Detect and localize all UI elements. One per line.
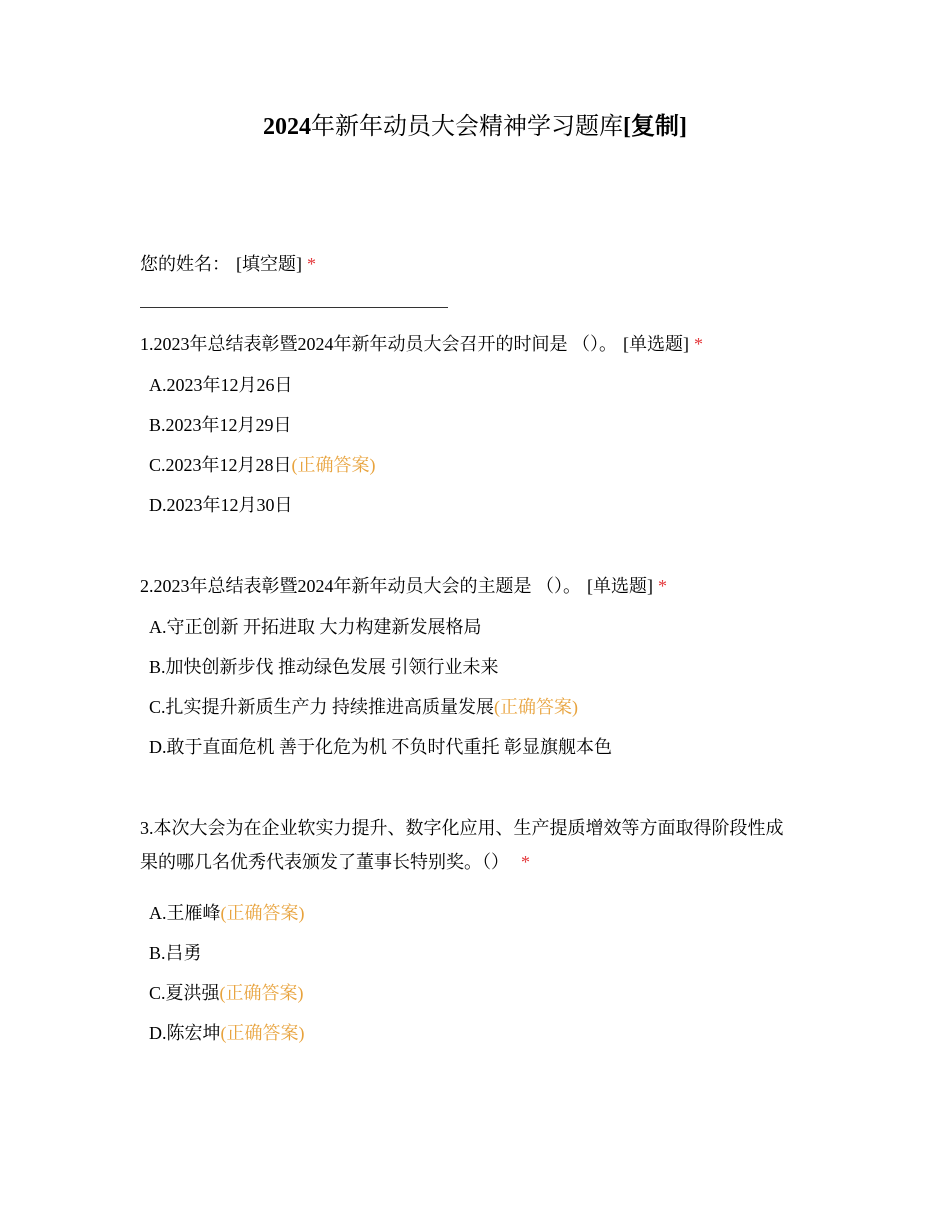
option-text: A.王雁峰 [149,903,221,923]
question-2 [140,569,820,767]
option-text: C.2023年12月28日 [149,455,292,475]
option-item[interactable] [149,973,820,1013]
title-main: 年新年动员大会精神学习题库 [311,114,623,140]
option-list [140,365,820,525]
page-title [0,110,950,144]
option-item[interactable] [149,405,820,445]
question-1-text: 1.2023年总结表彰暨2024年新年动员大会召开的时间是 （）。 [140,334,617,354]
option-text: A.2023年12月26日 [149,375,293,395]
correct-answer-tag: (正确答案) [220,1023,305,1043]
option-text: C.扎实提升新质生产力 持续推进高质量发展 [149,697,495,717]
required-mark: * [307,254,316,274]
option-text: D.2023年12月30日 [149,495,293,515]
required-mark: * [658,576,667,596]
correct-answer-tag: (正确答案) [291,455,376,475]
option-item[interactable] [149,1013,820,1053]
correct-answer-tag: (正确答案) [219,983,304,1003]
option-text: C.夏洪强 [149,983,220,1003]
option-item[interactable] [149,647,820,687]
option-item[interactable] [149,607,820,647]
required-mark: * [521,852,530,872]
question-type: [单选题] [587,576,653,596]
question-3-text-line2: 果的哪几名优秀代表颁发了董事长特别奖。（） [140,852,509,872]
question-text [140,569,820,603]
option-text: B.2023年12月29日 [149,415,292,435]
question-3 [140,811,820,1053]
correct-answer-tag: (正确答案) [220,903,305,923]
title-year: 2024 [263,114,311,140]
option-text: A.守正创新 开拓进取 大力构建新发展格局 [149,617,482,637]
option-text: D.敢于直面危机 善于化危为机 不负时代重托 彰显旗舰本色 [149,737,612,757]
question-1 [140,327,820,525]
name-label: 您的姓名： [140,254,230,274]
question-text [140,811,820,879]
required-mark: * [694,334,703,354]
option-item[interactable] [149,933,820,973]
question-type: [单选题] [623,334,689,354]
option-list [140,607,820,767]
question-text [140,247,820,281]
option-item[interactable] [149,365,820,405]
option-list [140,893,820,1053]
option-text: D.陈宏坤 [149,1023,221,1043]
title-bracket: [复制] [623,114,687,140]
option-item[interactable] [149,687,820,727]
option-text: B.加快创新步伐 推动绿色发展 引领行业未来 [149,657,499,677]
option-item[interactable] [149,727,820,767]
question-text [140,327,820,361]
question-type: [填空题] [236,254,302,274]
question-2-text: 2.2023年总结表彰暨2024年新年动员大会的主题是 （）。 [140,576,581,596]
option-item[interactable] [149,485,820,525]
name-question [140,247,820,281]
correct-answer-tag: (正确答案) [494,697,579,717]
option-text: B.吕勇 [149,943,202,963]
option-item[interactable] [149,445,820,485]
question-3-text-line1: 3.本次大会为在企业软实力提升、数字化应用、生产提质增效等方面取得阶段性成 [140,818,784,838]
name-answer-line[interactable] [140,307,448,308]
option-item[interactable] [149,893,820,933]
